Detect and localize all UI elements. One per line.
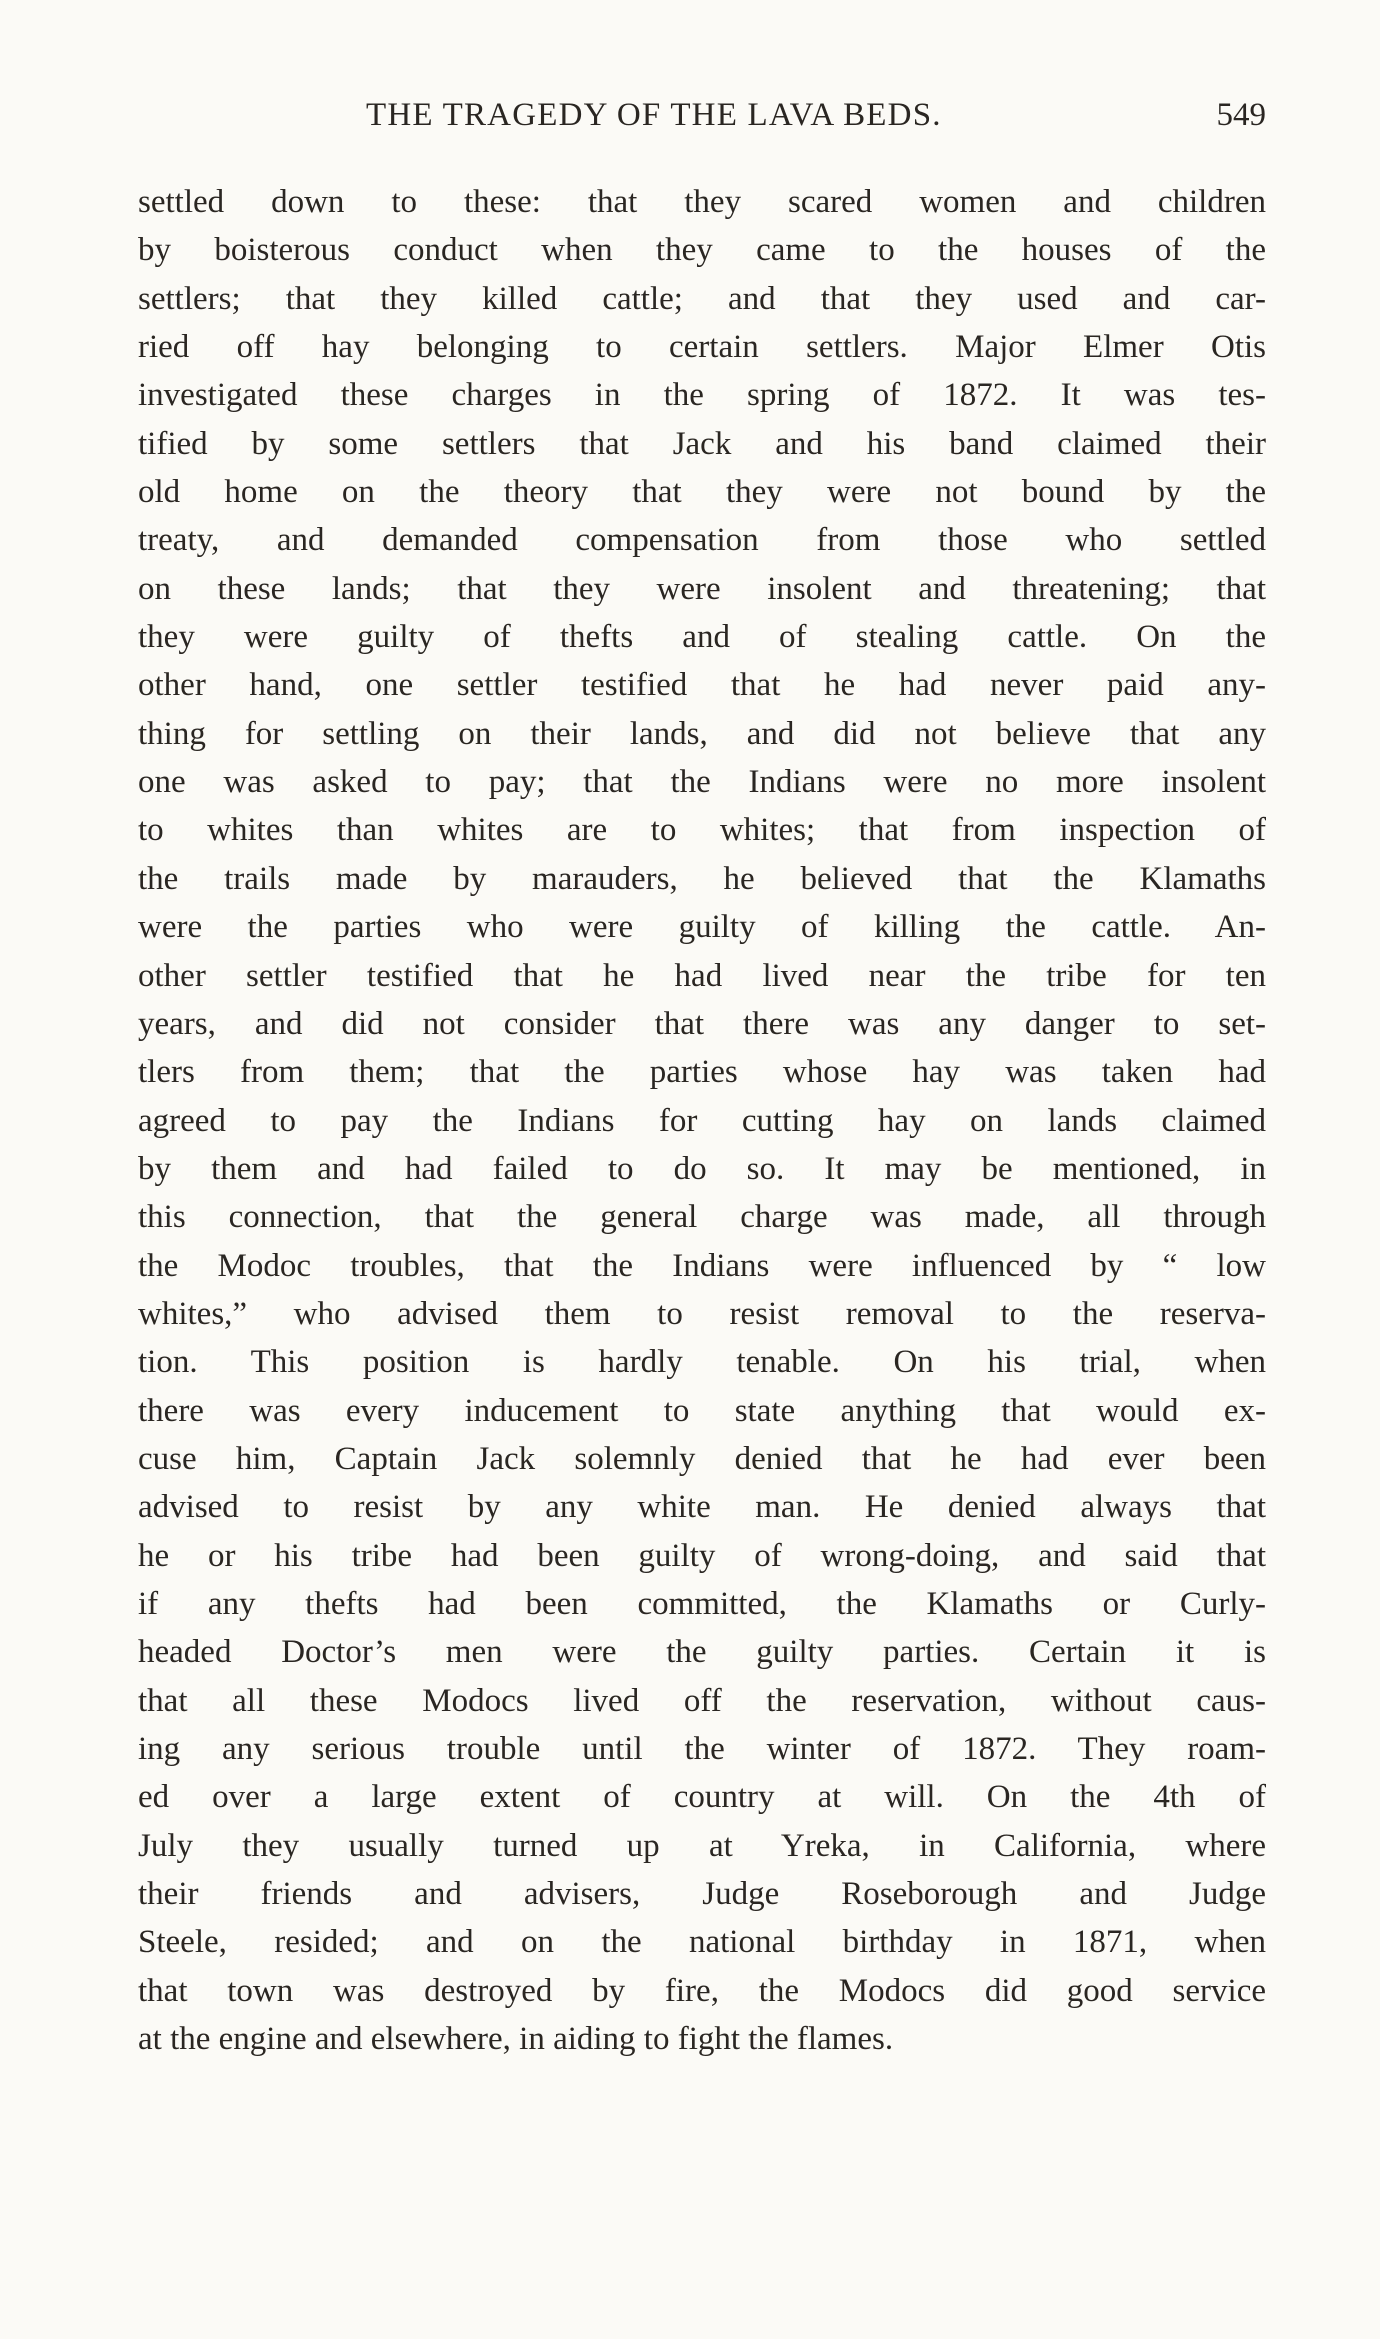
page-number: 549 (1216, 97, 1266, 133)
text-line: there was every inducement to state anything that would ex- (138, 1392, 1266, 1429)
body-paragraph (138, 178, 1266, 2063)
running-header (138, 97, 1266, 147)
text-line: advised to resist by any white man. He denied always that (138, 1489, 1266, 1526)
text-line: Steele, resided; and on the national birthday in 1871, when (138, 1924, 1266, 1961)
text-line: their friends and advisers, Judge Roseborough and Judge (138, 1876, 1266, 1913)
text-line: cuse him, Captain Jack solemnly denied that he had ever been (138, 1440, 1266, 1477)
text-line: were the parties who were guilty of killing the cattle. An- (138, 909, 1266, 946)
text-line: that town was destroyed by fire, the Modocs did good service (138, 1972, 1266, 2009)
text-line: on these lands; that they were insolent and threatening; that (138, 570, 1266, 607)
text-line: whites,” who advised them to resist removal to the reserva- (138, 1295, 1266, 1332)
text-line: tlers from them; that the parties whose hay was taken had (138, 1054, 1266, 1091)
text-line: tified by some settlers that Jack and his band claimed their (138, 425, 1266, 462)
text-line: if any thefts had been committed, the Klamaths or Curly- (138, 1585, 1266, 1622)
text-line: tion. This position is hardly tenable. On his trial, when (138, 1344, 1266, 1381)
text-line: investigated these charges in the spring of 1872. It was tes- (138, 377, 1266, 414)
text-line: thing for settling on their lands, and did not believe that any (138, 715, 1266, 752)
text-line: ried off hay belonging to certain settlers. Major Elmer Otis (138, 329, 1266, 366)
text-line: headed Doctor’s men were the guilty parties. Certain it is (138, 1634, 1266, 1671)
text-line: the Modoc troubles, that the Indians were influenced by “ low (138, 1247, 1266, 1284)
text-line: he or his tribe had been guilty of wrong-doing, and said that (138, 1537, 1266, 1574)
text-line: ed over a large extent of country at will. On the 4th of (138, 1779, 1266, 1816)
text-line: July they usually turned up at Yreka, in California, where (138, 1827, 1266, 1864)
text-line: agreed to pay the Indians for cutting hay on lands claimed (138, 1102, 1266, 1139)
text-line: settlers; that they killed cattle; and that they used and car- (138, 280, 1266, 317)
text-line: treaty, and demanded compensation from those who settled (138, 522, 1266, 559)
text-line: by boisterous conduct when they came to the houses of the (138, 232, 1266, 269)
text-line: this connection, that the general charge was made, all through (138, 1199, 1266, 1236)
text-line: ing any serious trouble until the winter of 1872. They roam- (138, 1731, 1266, 1767)
text-line: the trails made by marauders, he believed that the Klamaths (138, 860, 1266, 897)
text-line: years, and did not consider that there was any danger to set- (138, 1005, 1266, 1042)
running-title: THE TRAGEDY OF THE LAVA BEDS. (366, 97, 942, 133)
text-line: other hand, one settler testified that he had never paid any- (138, 667, 1266, 704)
text-line: to whites than whites are to whites; that from inspection of (138, 812, 1266, 849)
text-line: other settler testified that he had lived near the tribe for ten (138, 957, 1266, 994)
text-line: by them and had failed to do so. It may be mentioned, in (138, 1150, 1266, 1187)
text-line: settled down to these: that they scared women and children (138, 184, 1266, 220)
text-line: old home on the theory that they were not bound by the (138, 474, 1266, 511)
text-line: that all these Modocs lived off the reservation, without caus- (138, 1682, 1266, 1719)
text-line: at the engine and elsewhere, in aiding to fight the flames. (138, 2021, 894, 2058)
text-line: they were guilty of thefts and of stealing cattle. On the (138, 619, 1266, 656)
text-line: one was asked to pay; that the Indians were no more insolent (138, 764, 1266, 801)
